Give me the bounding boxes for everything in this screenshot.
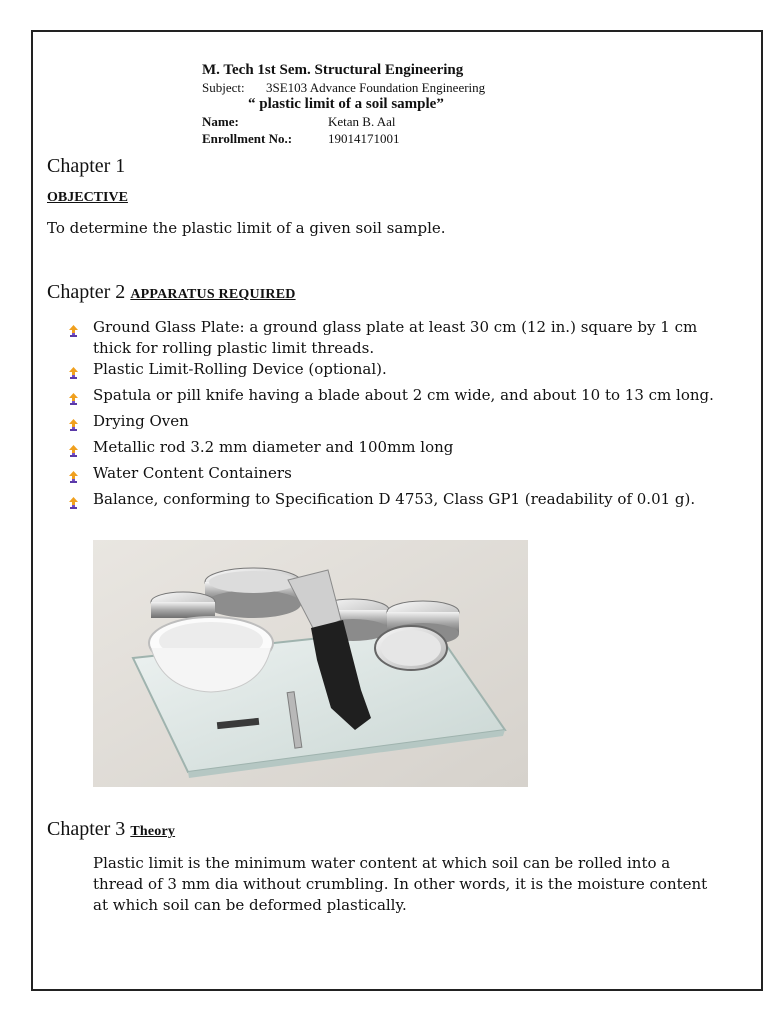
apparatus-heading: APPARATUS REQUIRED xyxy=(130,287,296,302)
apparatus-item-text: Plastic Limit-Rolling Device (optional). xyxy=(93,360,387,378)
enrollment-value: 19014171001 xyxy=(328,131,400,146)
apparatus-item xyxy=(68,437,728,463)
apparatus-item-text: Spatula or pill knife having a blade about 2 cm wide, and about 10 to 13 cm long. xyxy=(93,386,714,404)
arrow-bullet-icon xyxy=(68,359,93,385)
apparatus-item-text: Balance, conforming to Specification D 4753, Class GP1 (readability of 0.01 g). xyxy=(93,490,696,508)
chapter-3-title: Chapter 3 xyxy=(47,818,126,840)
chapter-2-title: Chapter 2 xyxy=(47,281,126,303)
apparatus-item xyxy=(68,317,728,359)
subject-label: Subject: xyxy=(202,80,245,95)
chapter-2-heading xyxy=(47,281,296,304)
apparatus-item-text: Metallic rod 3.2 mm diameter and 100mm long xyxy=(93,438,454,456)
apparatus-photo xyxy=(93,540,528,787)
subject-value: 3SE103 Advance Foundation Engineering xyxy=(266,80,486,95)
apparatus-item xyxy=(68,489,728,515)
arrow-bullet-icon xyxy=(68,489,93,515)
arrow-bullet-icon xyxy=(68,463,93,489)
subject-line xyxy=(202,80,562,96)
name-row xyxy=(202,114,562,130)
apparatus-item xyxy=(68,411,728,437)
enrollment-row xyxy=(202,131,562,147)
theory-text: Plastic limit is the minimum water content at which soil can be rolled into a thread of 3 mm dia without crumbling. In other words, it is the moisture content at which soil can be deformed plastically. xyxy=(93,854,708,914)
theory-heading: Theory xyxy=(130,824,176,839)
chapter-1-title: Chapter 1 xyxy=(47,155,126,177)
objective-heading: OBJECTIVE xyxy=(47,190,128,205)
apparatus-item xyxy=(68,463,728,489)
experiment-topic: “ plastic limit of a soil sample” xyxy=(248,96,444,112)
document-header xyxy=(202,62,562,147)
name-value: Ketan B. Aal xyxy=(328,114,396,129)
apparatus-list xyxy=(68,317,728,515)
apparatus-item-text: Drying Oven xyxy=(93,412,189,430)
name-label: Name: xyxy=(202,114,239,129)
arrow-bullet-icon xyxy=(68,317,93,343)
enrollment-label: Enrollment No.: xyxy=(202,131,293,146)
apparatus-item xyxy=(68,385,728,411)
objective-text: To determine the plastic limit of a given soil sample. xyxy=(47,219,446,237)
course-title: M. Tech 1st Sem. Structural Engineering xyxy=(202,62,464,78)
chapter-3-heading xyxy=(47,818,175,841)
apparatus-item-text: Ground Glass Plate: a ground glass plate at least 30 cm (12 in.) square by 1 cm thick for rolling plastic limit threads. xyxy=(93,318,698,357)
arrow-bullet-icon xyxy=(68,411,93,437)
apparatus-item-text: Water Content Containers xyxy=(93,464,292,482)
chapter-1-heading xyxy=(47,155,125,178)
apparatus-item xyxy=(68,359,728,385)
arrow-bullet-icon xyxy=(68,437,93,463)
arrow-bullet-icon xyxy=(68,385,93,411)
